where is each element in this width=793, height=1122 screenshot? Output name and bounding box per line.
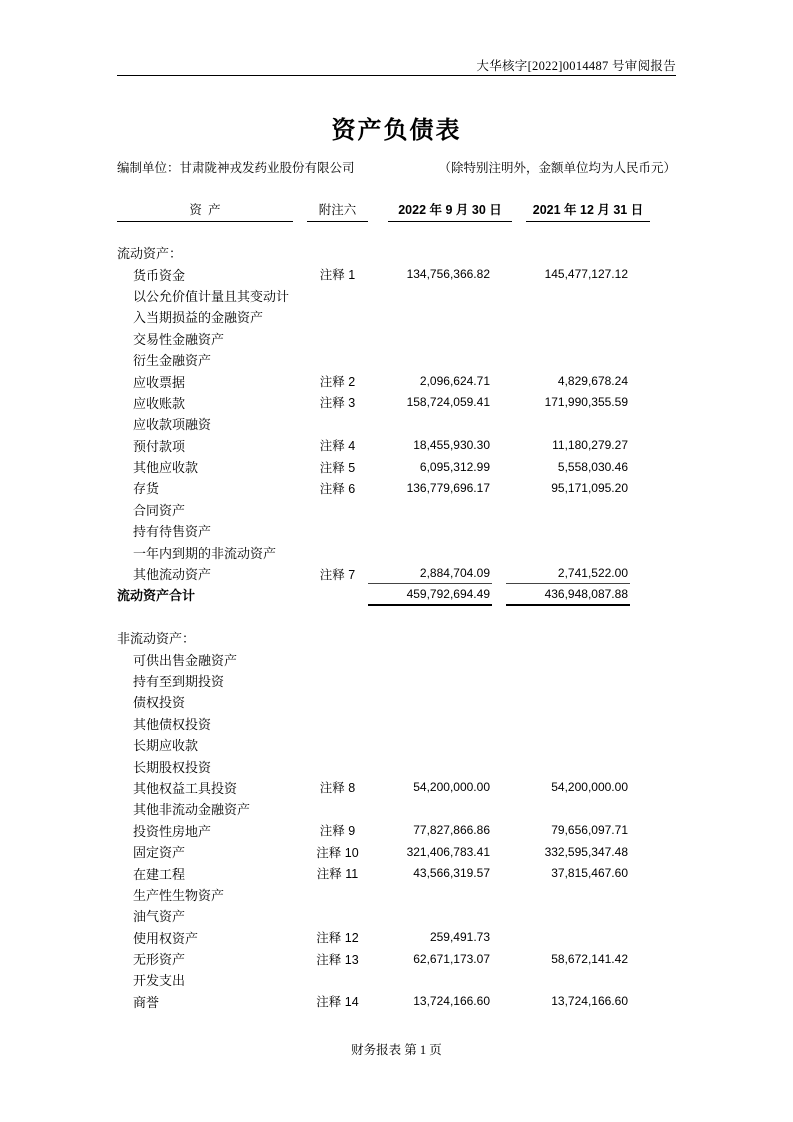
table-row	[117, 435, 676, 456]
table-row	[117, 520, 676, 541]
value-gap	[492, 927, 506, 948]
row-value-2022: 54,200,000.00	[413, 780, 490, 795]
row-label: 入当期损益的金融资产	[133, 310, 264, 326]
row-value-2022	[368, 413, 492, 434]
value-gap	[492, 520, 506, 541]
table-row	[117, 285, 676, 306]
row-label: 其他权益工具投资	[133, 780, 238, 796]
row-label: 债权投资	[133, 695, 186, 711]
row-value-2021	[506, 541, 630, 562]
row-label: 生产性生物资产	[133, 887, 225, 903]
table-row	[117, 691, 676, 712]
row-value-2022	[368, 734, 492, 755]
row-label: 流动资产合计	[117, 588, 196, 604]
row-label: 预付款项	[133, 438, 186, 454]
row-value-2021	[506, 242, 630, 263]
row-value-2021	[506, 499, 630, 520]
table-row	[117, 991, 676, 1012]
table-row	[117, 392, 676, 413]
prepared-by: 编制单位：甘肃陇神戎发药业股份有限公司	[117, 161, 355, 175]
value-gap	[492, 798, 506, 819]
row-note	[307, 691, 368, 712]
row-note: 注释 11	[316, 867, 359, 882]
row-note: 注释 3	[319, 396, 356, 411]
value-gap	[492, 648, 506, 669]
row-value-2022	[368, 691, 492, 712]
row-value-2021: 79,656,097.71	[551, 823, 628, 838]
row-label: 商誉	[133, 994, 160, 1010]
row-note	[307, 713, 368, 734]
row-value-2021: 2,741,522.00	[506, 563, 630, 584]
row-value-2022: 321,406,783.41	[406, 844, 490, 859]
table-row	[117, 841, 676, 862]
row-note: 注释 8	[319, 781, 356, 796]
value-gap	[492, 820, 506, 841]
row-note: 注释 4	[319, 439, 356, 454]
row-note	[307, 541, 368, 562]
row-label: 衍生金融资产	[133, 353, 212, 369]
table-row	[117, 648, 676, 669]
row-value-2021: 5,558,030.46	[557, 459, 628, 474]
row-note	[307, 499, 368, 520]
row-note: 注释 2	[319, 375, 356, 390]
table-row	[117, 541, 676, 562]
value-gap	[492, 991, 506, 1012]
table-row	[117, 670, 676, 691]
row-label: 无形资产	[133, 952, 186, 968]
row-value-2022: 136,779,696.17	[406, 480, 490, 495]
row-note	[307, 670, 368, 691]
value-gap	[492, 285, 506, 306]
row-value-2022: 43,566,319.57	[413, 866, 490, 881]
table-row	[117, 456, 676, 477]
table-row	[117, 798, 676, 819]
table-row	[117, 905, 676, 926]
value-gap	[492, 755, 506, 776]
meta-row	[117, 158, 676, 176]
value-gap	[492, 884, 506, 905]
page-title: 资产负债表	[331, 118, 462, 144]
row-label: 可供出售金融资产	[133, 652, 238, 668]
row-value-2022: 18,455,930.30	[413, 438, 490, 453]
row-value-2022	[368, 670, 492, 691]
row-note: 注释 9	[319, 824, 356, 839]
row-value-2021: 11,180,279.27	[552, 438, 628, 453]
row-value-2022	[368, 969, 492, 990]
row-value-2022: 158,724,059.41	[406, 395, 490, 410]
row-value-2022	[368, 499, 492, 520]
row-value-2022	[368, 349, 492, 370]
row-note	[307, 306, 368, 327]
row-label: 合同资产	[133, 502, 186, 518]
table-row	[117, 563, 676, 584]
row-value-2021	[506, 927, 630, 948]
row-label: 其他非流动金融资产	[133, 802, 251, 818]
row-value-2021	[506, 670, 630, 691]
row-value-2021: 332,595,347.48	[544, 844, 628, 859]
column-header-2021: 2021 年 12 月 31 日	[526, 196, 650, 222]
row-note	[307, 798, 368, 819]
row-value-2021	[506, 734, 630, 755]
value-gap	[492, 777, 506, 798]
table-row	[117, 306, 676, 327]
row-label: 在建工程	[133, 866, 186, 882]
value-gap	[492, 263, 506, 284]
value-gap	[492, 948, 506, 969]
value-gap	[492, 328, 506, 349]
row-value-2021	[506, 285, 630, 306]
value-gap	[492, 862, 506, 883]
value-gap	[492, 627, 506, 648]
row-label: 开发支出	[133, 973, 186, 989]
row-value-2022: 459,792,694.49	[368, 584, 492, 605]
row-note	[307, 884, 368, 905]
row-label: 货币资金	[133, 267, 186, 283]
row-note	[307, 413, 368, 434]
row-value-2021: 436,948,087.88	[506, 584, 630, 605]
table-row	[117, 734, 676, 755]
row-label: 持有待售资产	[133, 524, 212, 540]
unit-note: （除特别注明外，金额单位均为人民币元）	[438, 161, 676, 175]
row-value-2021	[506, 798, 630, 819]
row-value-2021	[506, 306, 630, 327]
table-row	[117, 627, 676, 648]
row-value-2021	[506, 905, 630, 926]
table-row	[117, 969, 676, 990]
row-value-2022	[368, 541, 492, 562]
row-note: 注释 14	[316, 995, 359, 1010]
row-value-2022	[368, 755, 492, 776]
row-label: 应收款项融资	[133, 417, 212, 433]
row-label: 非流动资产：	[117, 631, 196, 647]
table-header-row	[117, 196, 676, 222]
row-note	[307, 648, 368, 669]
row-value-2022	[368, 905, 492, 926]
row-value-2022	[368, 884, 492, 905]
row-value-2021: 58,672,141.42	[551, 951, 628, 966]
row-value-2021	[506, 413, 630, 434]
row-value-2021: 54,200,000.00	[551, 780, 628, 795]
row-value-2021: 37,815,467.60	[551, 866, 628, 881]
row-note: 注释 1	[319, 268, 356, 283]
row-label: 其他应收款	[133, 460, 199, 476]
row-label: 长期应收款	[133, 738, 199, 754]
row-value-2022	[368, 713, 492, 734]
column-spacer	[368, 196, 388, 222]
value-gap	[492, 413, 506, 434]
row-value-2021	[506, 755, 630, 776]
row-label: 以公允价值计量且其变动计	[133, 288, 290, 304]
row-note	[307, 755, 368, 776]
row-note: 注释 10	[316, 845, 359, 860]
row-value-2021	[506, 884, 630, 905]
row-label: 投资性房地产	[133, 823, 212, 839]
column-header-2022: 2022 年 9 月 30 日	[388, 196, 512, 222]
value-gap	[492, 713, 506, 734]
table-row	[117, 862, 676, 883]
row-label: 其他债权投资	[133, 716, 212, 732]
row-label: 交易性金融资产	[133, 331, 225, 347]
table-row	[117, 242, 676, 263]
row-note	[307, 328, 368, 349]
row-note	[307, 969, 368, 990]
table-row	[117, 777, 676, 798]
table-row-blank	[117, 606, 676, 627]
table-row	[117, 755, 676, 776]
row-value-2022: 13,724,166.60	[413, 994, 490, 1009]
table-row	[117, 499, 676, 520]
row-note	[307, 584, 368, 605]
value-gap	[492, 841, 506, 862]
value-gap	[492, 541, 506, 562]
row-value-2022	[368, 627, 492, 648]
table-row	[117, 477, 676, 498]
row-value-2021: 4,829,678.24	[557, 374, 628, 389]
row-label: 存货	[133, 481, 160, 497]
row-value-2022: 77,827,866.86	[413, 823, 490, 838]
column-header-note: 附注六	[307, 196, 368, 222]
table-row	[117, 263, 676, 284]
table-row	[117, 713, 676, 734]
table-row	[117, 927, 676, 948]
row-value-2021: 145,477,127.12	[544, 267, 628, 282]
column-header-asset: 资 产	[117, 196, 293, 222]
row-value-2022: 6,095,312.99	[419, 459, 490, 474]
value-gap	[492, 670, 506, 691]
row-value-2021	[506, 328, 630, 349]
column-spacer	[650, 196, 676, 222]
balance-sheet-table	[117, 242, 676, 1012]
row-note	[307, 242, 368, 263]
table-row	[117, 948, 676, 969]
row-value-2021: 13,724,166.60	[551, 994, 628, 1009]
row-label: 长期股权投资	[133, 759, 212, 775]
row-value-2022: 2,884,704.09	[368, 563, 492, 584]
table-row	[117, 349, 676, 370]
row-value-2022	[368, 328, 492, 349]
row-value-2022	[368, 242, 492, 263]
row-label: 油气资产	[133, 909, 186, 925]
row-value-2022	[368, 798, 492, 819]
value-gap	[492, 435, 506, 456]
column-spacer	[293, 196, 307, 222]
row-value-2022	[368, 285, 492, 306]
value-gap	[492, 563, 506, 584]
row-note: 注释 6	[319, 481, 356, 496]
row-value-2021: 95,171,095.20	[551, 480, 628, 495]
row-note	[307, 627, 368, 648]
row-note	[307, 285, 368, 306]
value-gap	[492, 306, 506, 327]
header-divider	[117, 75, 676, 76]
row-label: 应收票据	[133, 374, 186, 390]
row-value-2021: 171,990,355.59	[544, 395, 628, 410]
row-note	[307, 520, 368, 541]
row-label: 持有至到期投资	[133, 674, 225, 689]
row-value-2021	[506, 349, 630, 370]
row-label: 应收账款	[133, 395, 186, 411]
row-note: 注释 7	[319, 567, 356, 582]
row-label: 使用权资产	[133, 930, 199, 946]
row-value-2021	[506, 969, 630, 990]
table-row	[117, 413, 676, 434]
value-gap	[492, 691, 506, 712]
table-row	[117, 884, 676, 905]
value-gap	[492, 392, 506, 413]
row-value-2022: 134,756,366.82	[406, 267, 490, 282]
page-footer: 财务报表 第 1 页	[351, 1043, 442, 1057]
value-gap	[492, 349, 506, 370]
row-note: 注释 13	[316, 952, 359, 967]
value-gap	[492, 370, 506, 391]
report-number: 大华核字[2022]0014487 号审阅报告	[476, 59, 676, 73]
row-value-2021	[506, 713, 630, 734]
value-gap	[492, 242, 506, 263]
row-value-2021	[506, 648, 630, 669]
row-value-2022	[368, 520, 492, 541]
row-value-2022	[368, 648, 492, 669]
value-gap	[492, 584, 506, 605]
table-row	[117, 328, 676, 349]
column-spacer	[512, 196, 526, 222]
row-value-2021	[506, 691, 630, 712]
row-note	[307, 734, 368, 755]
row-note: 注释 12	[316, 931, 359, 946]
value-gap	[492, 969, 506, 990]
row-value-2021	[506, 627, 630, 648]
row-label: 一年内到期的非流动资产	[133, 545, 277, 561]
row-value-2022: 2,096,624.71	[419, 374, 490, 389]
value-gap	[492, 456, 506, 477]
row-label: 固定资产	[133, 845, 186, 861]
row-label: 其他流动资产	[133, 567, 212, 583]
row-label: 流动资产：	[117, 246, 183, 262]
value-gap	[492, 734, 506, 755]
table-row	[117, 584, 676, 605]
row-note: 注释 5	[319, 460, 356, 475]
value-gap	[492, 499, 506, 520]
row-note	[307, 349, 368, 370]
table-row	[117, 820, 676, 841]
value-gap	[492, 905, 506, 926]
row-value-2022: 259,491.73	[429, 930, 490, 945]
row-value-2022: 62,671,173.07	[413, 951, 490, 966]
value-gap	[492, 477, 506, 498]
row-value-2021	[506, 520, 630, 541]
table-row	[117, 370, 676, 391]
row-value-2022	[368, 306, 492, 327]
row-note	[307, 905, 368, 926]
